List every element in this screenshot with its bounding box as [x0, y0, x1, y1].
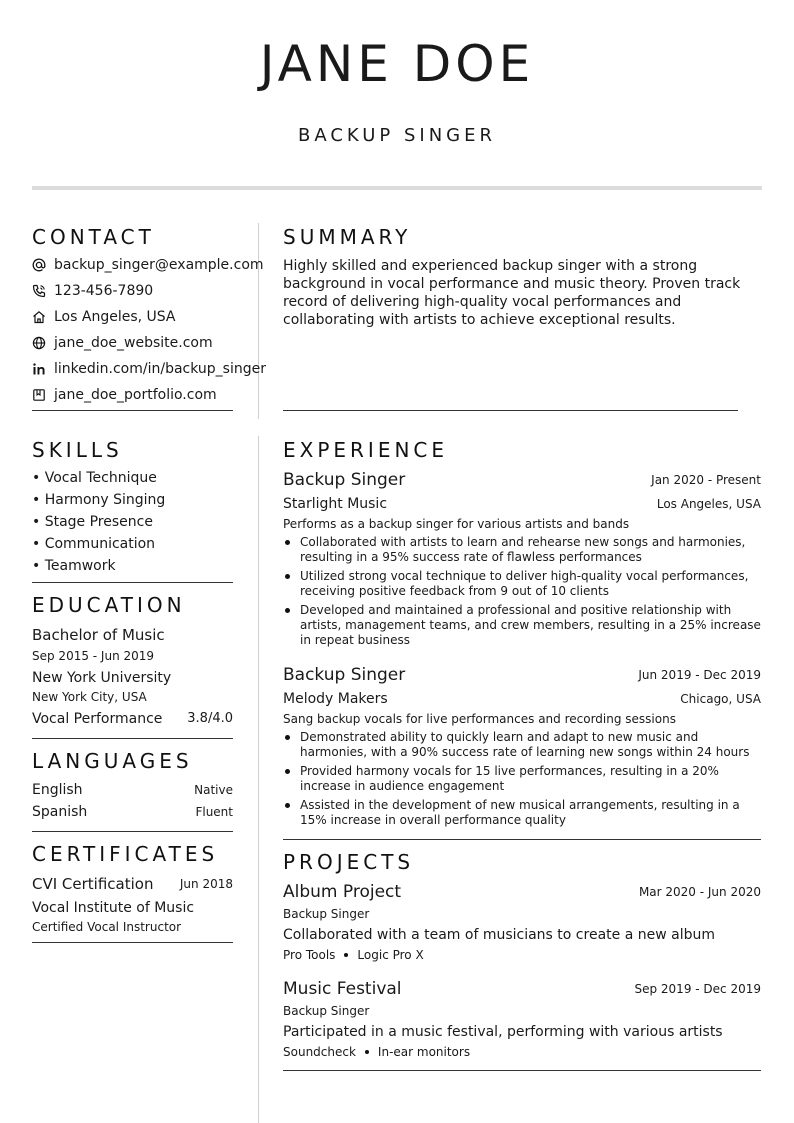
globe-icon — [32, 336, 46, 350]
contact-location-text: Los Angeles, USA — [54, 309, 176, 325]
list-item: Utilized strong vocal technique to deliver high-quality vocal performances, receiving positive feedback from 9 out of 10 clients — [283, 569, 761, 599]
skill-item: • Harmony Singing — [32, 492, 166, 508]
skill-item: • Teamwork — [32, 558, 116, 574]
job-bullets — [283, 730, 761, 832]
education-location: New York City, USA — [32, 690, 147, 704]
project-name: Album Project — [283, 882, 402, 902]
experience-divider — [283, 839, 761, 840]
certificates-divider — [32, 942, 233, 943]
list-item: Collaborated with artists to learn and rehearse new songs and harmonies, resulting in a 95% success rate of flawless performances — [283, 535, 761, 565]
certificate-issuer: Vocal Institute of Music — [32, 900, 195, 916]
skill-item: • Vocal Technique — [32, 470, 157, 486]
languages-divider — [32, 831, 233, 832]
list-item: Demonstrated ability to quickly learn and adapt to new music and harmonies, with a 90% success rate of learning new songs within 24 hours — [283, 730, 761, 760]
education-school: New York University — [32, 670, 172, 686]
list-item: Provided harmony vocals for 15 live performances, resulting in a 20% increase in audience engagement — [283, 764, 761, 794]
projects-divider — [283, 1070, 761, 1071]
contact-heading: CONTACT — [32, 225, 155, 249]
summary-text: Highly skilled and experienced backup singer with a strong background in vocal performance and music theory. Proven track record of delivering high-quality vocal performances and collaborating with artists to achieve exceptional results. — [283, 258, 741, 328]
job-dates: Jan 2020 - Present — [651, 473, 761, 487]
languages-heading: LANGUAGES — [32, 749, 193, 773]
project-role: Backup Singer — [283, 1004, 370, 1018]
project-description: Participated in a music festival, performing with various artists — [283, 1024, 723, 1040]
project-tags — [283, 947, 424, 963]
list-item: Assisted in the development of new musical arrangements, resulting in a 15% increase in overall performance quality — [283, 798, 761, 828]
skills-divider — [32, 582, 233, 583]
tag: Soundcheck — [283, 1045, 356, 1059]
skill-item: • Stage Presence — [32, 514, 153, 530]
tag: In-ear monitors — [377, 1045, 471, 1059]
language-level: Native — [194, 783, 233, 797]
skill-item: • Communication — [32, 536, 156, 552]
certificates-heading: CERTIFICATES — [32, 842, 219, 866]
summary-divider — [283, 410, 738, 411]
experience-heading: EXPERIENCE — [283, 438, 449, 462]
language-name: Spanish — [32, 804, 88, 820]
home-icon — [32, 310, 46, 324]
contact-divider — [32, 410, 233, 411]
contact-email-text: backup_singer@example.com — [54, 257, 264, 273]
skills-heading: SKILLS — [32, 438, 123, 462]
candidate-name: JANE DOE — [259, 35, 535, 93]
job-dates: Jun 2019 - Dec 2019 — [638, 668, 761, 682]
projects-heading: PROJECTS — [283, 850, 415, 874]
job-bullets — [283, 535, 761, 652]
project-dates: Sep 2019 - Dec 2019 — [634, 982, 761, 996]
job-company: Starlight Music — [283, 496, 388, 512]
contact-portfolio-text: jane_doe_portfolio.com — [54, 387, 217, 403]
education-degree: Bachelor of Music — [32, 626, 165, 644]
certificate-date: Jun 2018 — [179, 877, 233, 891]
job-description: Sang backup vocals for live performances and recording sessions — [283, 712, 676, 726]
education-divider — [32, 738, 233, 739]
project-role: Backup Singer — [283, 907, 370, 921]
tag: Pro Tools — [283, 948, 336, 962]
education-gpa: 3.8/4.0 — [187, 711, 233, 726]
language-level: Fluent — [195, 805, 233, 819]
certificate-name: CVI Certification — [32, 875, 154, 893]
job-role: Backup Singer — [283, 665, 406, 685]
project-dates: Mar 2020 - Jun 2020 — [638, 885, 761, 899]
column-divider-bottom — [258, 436, 259, 1123]
language-name: English — [32, 782, 83, 798]
portfolio-icon — [32, 388, 46, 402]
phone-icon — [32, 284, 46, 298]
linkedin-icon — [32, 362, 46, 376]
at-icon — [32, 258, 46, 272]
education-dates: Sep 2015 - Jun 2019 — [32, 649, 155, 663]
job-location: Chicago, USA — [680, 692, 761, 706]
project-name: Music Festival — [283, 979, 402, 999]
list-item: Developed and maintained a professional and positive relationship with artists, management teams, and crew members, resulting in a 25% increase in repeat business — [283, 603, 761, 648]
job-location: Los Angeles, USA — [656, 497, 761, 511]
summary-heading: SUMMARY — [283, 225, 412, 249]
job-title: BACKUP SINGER — [297, 125, 496, 146]
education-field: Vocal Performance — [32, 711, 163, 727]
header-divider — [32, 186, 762, 190]
job-description: Performs as a backup singer for various artists and bands — [283, 517, 630, 531]
contact-linkedin-text: linkedin.com/in/backup_singer — [54, 361, 266, 377]
contact-phone-text: 123-456-7890 — [54, 283, 154, 299]
job-company: Melody Makers — [283, 691, 388, 707]
contact-website-text: jane_doe_website.com — [54, 335, 213, 351]
certificate-description: Certified Vocal Instructor — [32, 920, 182, 934]
education-heading: EDUCATION — [32, 593, 186, 617]
tag: Logic Pro X — [357, 948, 424, 962]
project-description: Collaborated with a team of musicians to create a new album — [283, 927, 715, 943]
job-role: Backup Singer — [283, 470, 406, 490]
column-divider-top — [258, 223, 259, 419]
project-tags — [283, 1044, 470, 1060]
